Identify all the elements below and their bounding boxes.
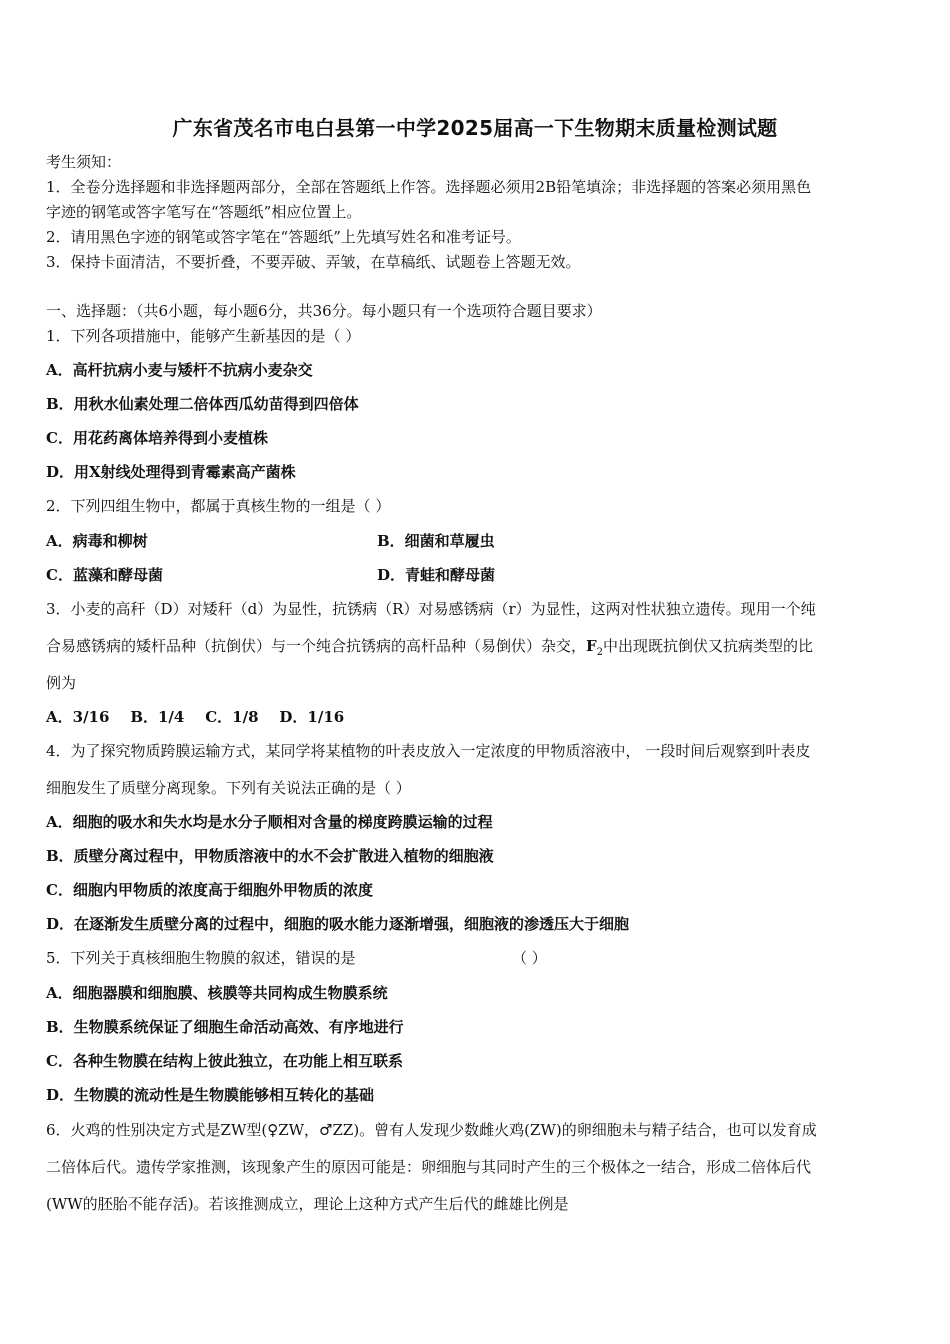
q5-option-d: D．生物膜的流动性是生物膜能够相互转化的基础 bbox=[46, 1086, 375, 1104]
q1-stem: 1．下列各项措施中，能够产生新基因的是（ ） bbox=[46, 327, 361, 345]
page-title: 广东省茂名市电白县第一中学2025届高一下生物期末质量检测试题 bbox=[172, 116, 778, 140]
q2-stem: 2．下列四组生物中，都属于真核生物的一组是（ ） bbox=[46, 497, 391, 515]
section-heading: 一、选择题：（共6小题，每小题6分，共36分。每小题只有一个选项符合题目要求） bbox=[46, 302, 602, 320]
q3-line-3: 例为 bbox=[46, 674, 77, 692]
q4-line-1: 4．为了探究物质跨膜运输方式，某同学将某植物的叶表皮放入一定浓度的甲物质溶液中， 一段时间后观察到叶表皮 bbox=[46, 742, 811, 760]
q5-stem-text: 5．下列关于真核细胞生物膜的叙述，错误的是 bbox=[46, 949, 356, 967]
q4-option-c: C．细胞内甲物质的浓度高于细胞外甲物质的浓度 bbox=[46, 881, 373, 899]
q3-line-2-text: 合易感锈病的矮杆品种（抗倒伏）与一个纯合抗锈病的高杆品种（易倒伏）杂交， bbox=[46, 637, 587, 655]
q3-line-2-tail: 中出现既抗倒伏又抗病类型的比 bbox=[603, 637, 814, 655]
notice-heading: 考生须知： bbox=[46, 153, 122, 171]
q1-option-b: B．用秋水仙素处理二倍体西瓜幼苗得到四倍体 bbox=[46, 395, 359, 413]
q3-f2-symbol: F bbox=[586, 637, 597, 655]
q5-stem bbox=[46, 948, 906, 968]
q2-option-d: D．青蛙和酵母菌 bbox=[377, 566, 496, 584]
q4-option-a: A．细胞的吸水和失水均是水分子顺相对含量的梯度跨膜运输的过程 bbox=[46, 813, 493, 831]
q3-f2-subscript: 2 bbox=[596, 647, 604, 658]
q6-line-2: 二倍体后代。遗传学家推测，该现象产生的原因可能是：卵细胞与其同时产生的三个极体之一结合，形成二倍体后代 bbox=[46, 1158, 812, 1176]
q5-answer-paren: （ ） bbox=[512, 949, 547, 967]
q2-option-c: C．蓝藻和酵母菌 bbox=[46, 566, 163, 584]
q1-option-d: D．用X射线处理得到青霉素高产菌株 bbox=[46, 463, 296, 481]
q5-option-c: C．各种生物膜在结构上彼此独立，在功能上相互联系 bbox=[46, 1052, 403, 1070]
q4-option-d: D．在逐渐发生质壁分离的过程中，细胞的吸水能力逐渐增强，细胞液的渗透压大于细胞 bbox=[46, 915, 630, 933]
q2-option-b: B．细菌和草履虫 bbox=[377, 532, 495, 550]
q5-option-b: B．生物膜系统保证了细胞生命活动高效、有序地进行 bbox=[46, 1018, 404, 1036]
notice-line-2: 2．请用黑色字迹的钢笔或答字笔在“答题纸”上先填写姓名和准考证号。 bbox=[46, 228, 521, 246]
q3-options: A．3/16 B．1/4 C．1/8 D．1/16 bbox=[46, 708, 345, 726]
notice-line-1a: 1．全卷分选择题和非选择题两部分，全部在答题纸上作答。选择题必须用2B铅笔填涂；非选择题的答案必须用黑色 bbox=[46, 178, 812, 196]
q3-line-2 bbox=[46, 636, 906, 663]
notice-line-1b: 字迹的钢笔或答字笔写在“答题纸”相应位置上。 bbox=[46, 203, 362, 221]
notice-line-3: 3．保持卡面清洁，不要折叠，不要弄破、弄皱，在草稿纸、试题卷上答题无效。 bbox=[46, 253, 581, 271]
q6-line-1: 6．火鸡的性别决定方式是ZW型(♀ZW，♂ZZ)。曾有人发现少数雌火鸡(ZW)的卵细胞未与精子结合，也可以发育成 bbox=[46, 1121, 817, 1139]
q5-option-a: A．细胞器膜和细胞膜、核膜等共同构成生物膜系统 bbox=[46, 984, 388, 1002]
q4-option-b: B．质壁分离过程中，甲物质溶液中的水不会扩散进入植物的细胞液 bbox=[46, 847, 494, 865]
q4-line-2: 细胞发生了质壁分离现象。下列有关说法正确的是（ ） bbox=[46, 779, 411, 797]
q1-option-c: C．用花药离体培养得到小麦植株 bbox=[46, 429, 268, 447]
q2-option-a: A．病毒和柳树 bbox=[46, 532, 148, 550]
q3-line-1: 3．小麦的高秆（D）对矮秆（d）为显性，抗锈病（R）对易感锈病（r）为显性，这两对性状独立遗传。现用一个纯 bbox=[46, 600, 816, 618]
q1-option-a: A．高杆抗病小麦与矮杆不抗病小麦杂交 bbox=[46, 361, 313, 379]
q6-line-3: (WW的胚胎不能存活)。若该推测成立，理论上这种方式产生后代的雌雄比例是 bbox=[46, 1195, 569, 1213]
